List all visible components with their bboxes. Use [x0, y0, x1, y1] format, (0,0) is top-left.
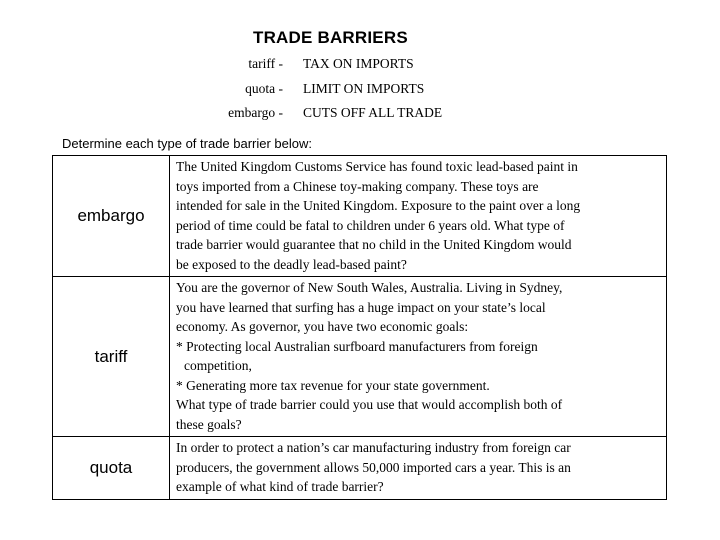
definition-meaning: CUTS OFF ALL TRADE	[303, 105, 443, 120]
table-row	[53, 437, 667, 500]
question-line: The United Kingdom Customs Service has found toxic lead-based paint in	[176, 159, 578, 174]
question-line: * Generating more tax revenue for your state government.	[176, 377, 490, 393]
definition-term: quota -	[245, 80, 283, 96]
answer-cell: tariff	[53, 277, 170, 437]
question-line: * Protecting local Australian surfboard manufacturers from foreign	[176, 338, 538, 354]
definition-tariff	[190, 55, 490, 80]
question-line: period of time could be fatal to children under 6 years old. What type of	[176, 217, 565, 233]
definition-term: tariff -	[248, 56, 283, 71]
question-line: In order to protect a nation’s car manufacturing industry from foreign car	[176, 440, 571, 455]
question-line: What type of trade barrier could you use that would accomplish both of	[176, 397, 563, 412]
question-line: be exposed to the deadly lead-based paint?	[176, 256, 407, 272]
question-line: intended for sale in the United Kingdom. Exposure to the paint over a long	[176, 198, 581, 213]
table-row	[53, 156, 667, 277]
answer-cell: quota	[53, 437, 170, 500]
definition-term: embargo -	[228, 105, 283, 120]
definition-meaning: TAX ON IMPORTS	[303, 56, 414, 71]
question-line: trade barrier would guarantee that no child in the United Kingdom would	[176, 237, 572, 252]
question-line: toys imported from a Chinese toy-making company. These toys are	[176, 178, 539, 194]
question-line: producers, the government allows 50,000 imported cars a year. This is an	[176, 459, 571, 475]
question-table	[52, 155, 667, 500]
definition-meaning: LIMIT ON IMPORTS	[303, 80, 425, 96]
question-line: competition,	[184, 358, 252, 373]
instruction-text: Determine each type of trade barrier below:	[62, 136, 313, 151]
answer-cell: embargo	[53, 156, 170, 277]
table-row	[53, 277, 667, 437]
question-cell	[170, 156, 667, 277]
question-cell	[170, 437, 667, 500]
page-title: TRADE BARRIERS	[253, 28, 408, 47]
question-line: you have learned that surfing has a huge impact on your state’s local	[176, 299, 546, 315]
question-line: example of what kind of trade barrier?	[176, 479, 384, 494]
question-line: You are the governor of New South Wales, Australia. Living in Sydney,	[176, 280, 563, 295]
question-line: economy. As governor, you have two economic goals:	[176, 319, 469, 334]
question-cell	[170, 277, 667, 437]
definition-embargo	[190, 104, 490, 129]
question-line: these goals?	[176, 416, 242, 432]
definition-quota	[190, 80, 490, 105]
definitions-list	[190, 55, 490, 129]
